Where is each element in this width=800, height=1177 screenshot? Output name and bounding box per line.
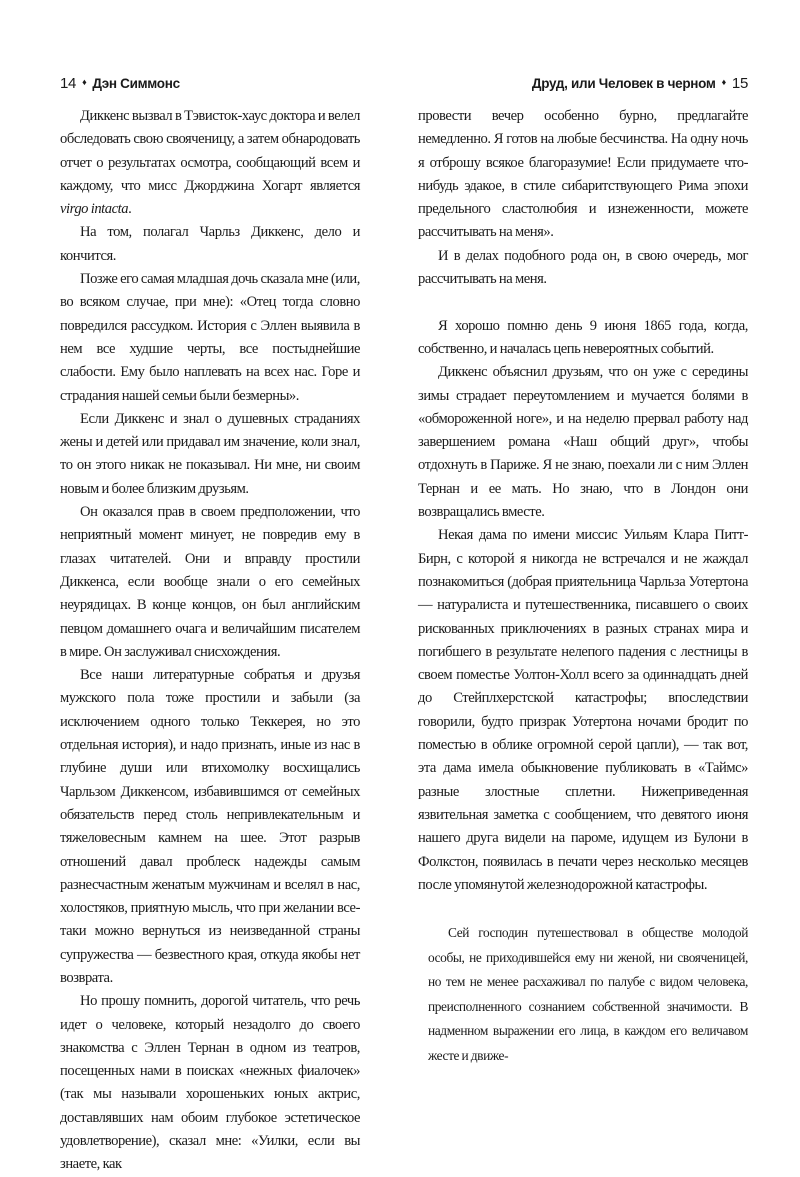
left-page <box>60 0 360 1173</box>
paragraph: Все наши литературные собратья и друзья мужского пола тоже простили и забыли (за исключением одного только Теккерея, но это отдельная история), и надо признать, иные из нас в глубине души или втихомолку восхищались Чарльзом Диккенсом, избавившимся от семейных обязательств перед столь непривлекательным и тяжеловесным камнем на шее. Этот разрыв отношений давал проблеск надежды самым разнесчастным женатым мужчинам и вселял в нас, холостяков, приятную мысль, что при желании все-таки можно вернуться из неизведанной страны супружества — безвестного края, откуда якобы нет возврата. <box>60 667 360 986</box>
paragraph: Диккенс объяснил друзьям, что он уже с середины зимы страдает переутомлением и мучается болями в «обмороженной ноге», и на неделю прервал работу над завершением романа «Наш общий друг», чтобы отдохнуть в Париже. Я не знаю, поехали ли с ним Эллен Тернан и ее мать. Но знаю, что в Лондон они возвращались вместе. <box>418 364 748 521</box>
paragraph: Если Диккенс и знал о душевных страданиях жены и детей или придавал им значение, коли знал, то он этого никак не показывал. Ни мне, ни своим новым и более близким друзьям. <box>60 410 360 497</box>
right-running-header <box>418 72 748 94</box>
paragraph: Некая дама по имени миссис Уильям Клара Питт-Бирн, с которой я никогда не встречался и не жаждал познакомиться (добрая приятельница Чарльза Уотертона — натуралиста и путешественника, писавшего о своих рискованных приключениях в разных странах мира и погибшего в результате нелепого падения с лестницы в своем поместье Уолтон-Холл всего за одиннадцать дней до Стейплхерстской катастрофы; впоследствии говорили, будто призрак Уотертона ночами бродит по поместью в облике огромной серой цапли), — так вот, эта дама имела обыкновение публиковать в «Таймс» разные злостные сплетни. Нижеприведенная язвительная заметка с сообщением, что девятого июня нашего друга видели на пароме, идущем из Булони в Фолкстон, появилась в печати через несколько месяцев после упомянутой железнодорожной катастрофы. <box>418 527 748 893</box>
diamond-icon: ♦ <box>721 77 726 87</box>
right-body-text <box>418 105 748 1068</box>
paragraph: На том, полагал Чарльз Диккенс, дело и кончится. <box>60 224 360 264</box>
diamond-icon: ♦ <box>82 77 87 87</box>
left-running-head: Дэн Симмонс <box>92 75 180 91</box>
paragraph: И в делах подобного рода он, в свою очередь, мог рассчитывать на меня. <box>418 247 748 288</box>
paragraph: Диккенс вызвал в Тэвисток-хаус доктора и велел обследовать свою свояченицу, а затем обнародовать отчет о результатах осмотра, сообщающий всем и каждому, что мисс Джорджина Хогарт является virgo intacta. <box>60 108 360 218</box>
paragraph: Но прошу помнить, дорогой читатель, что речь идет о человеке, который незадолго до своего знакомства с Эллен Тернан в одном из театров, посещенных нами в поисках «нежных фиалочек» (так мы называли хорошеньких юных актрис, доставлявших нам обоим глубокое эстетическое удовлетворение), сказал мне: «Уилки, если вы знаете, как <box>60 993 360 1173</box>
paragraph: Я хорошо помню день 9 июня 1865 года, когда, собственно, и началась цепь невероятных событий. <box>418 317 748 357</box>
right-running-head: Друд, или Человек в черном <box>531 75 716 91</box>
quoted-excerpt <box>418 921 748 1068</box>
right-page-number: 15 <box>731 74 748 92</box>
left-running-header <box>60 72 360 94</box>
left-body-text <box>60 105 360 1177</box>
paragraph: провести вечер особенно бурно, предлагайте немедленно. Я готов на любые бесчинства. На одну ночь я отброшу всякое благоразумие! Если придумаете что-нибудь эдакое, в стиле сибаритствующего Рима эпохи предельного сластолюбия и изнеженности, можете рассчитывать на меня». <box>418 108 748 241</box>
quote-text: Сей господин путешествовал в обществе молодой особы, не приходившейся ему ни женой, ни свояченицей, но тем не менее расхаживал по палубе с видом человека, преисполненного сознанием собственной значимости. В надменном выражении его лица, в каждом его величавом жесте и движе- <box>428 925 748 1063</box>
paragraph: Он оказался прав в своем предположении, что неприятный момент минует, не повредив ему в глазах читателей. Они и вправду простили Диккенса, если вообще знали о его семейных неурядицах. В конце концов, он был английским певцом домашнего очага и величайшим писателем в мире. Он заслуживал снисхождения. <box>60 504 360 660</box>
paragraph: Позже его самая младшая дочь сказала мне (или, во всяком случае, при мне): «Отец тогда словно повредился рассудком. История с Эллен выявила в нем все худшие черты, все постыднейшие слабости. Ему было наплевать на всех нас. Горе и страдания нашей семьи были безмерны». <box>60 271 360 404</box>
right-page <box>418 0 748 1063</box>
left-page-number: 14 <box>60 74 77 92</box>
